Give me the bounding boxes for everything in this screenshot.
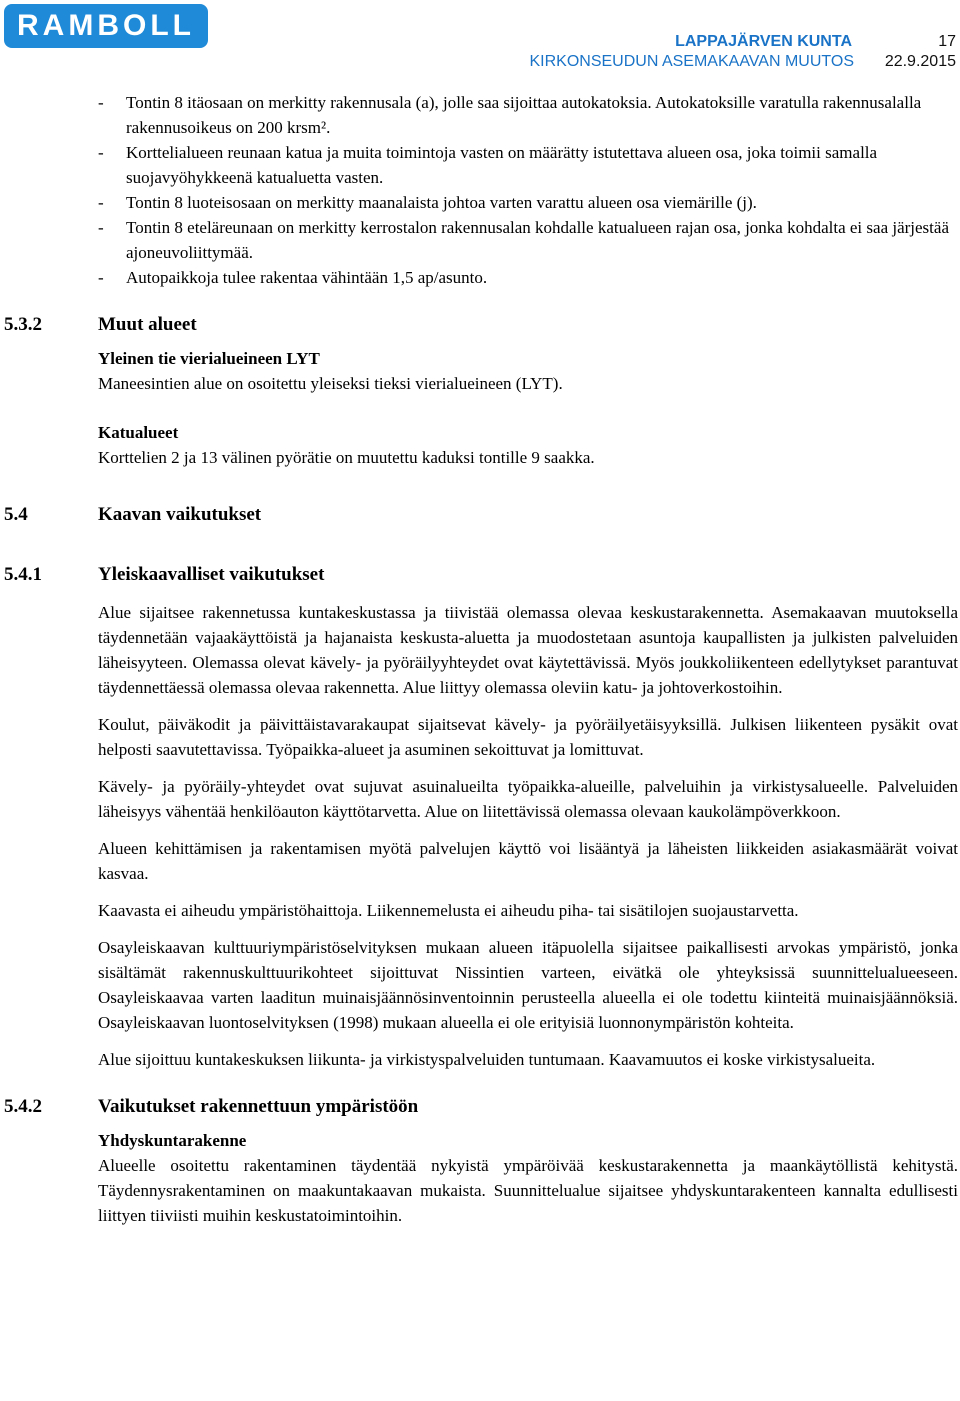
doc-date: 22.9.2015 xyxy=(884,53,956,70)
list-item: - Tontin 8 luoteisosaan on merkitty maanalaista johtoa varten varattu alueen osa viemärille (j). xyxy=(98,190,958,215)
list-item: - Tontin 8 eteläreunaan on merkitty kerrostalon rakennusalan kohdalle katualueen rajan osa, jonka kohdalta ei saa järjestää ajoneuvoliittymää. xyxy=(98,215,958,265)
paragraph: Korttelien 2 ja 13 välinen pyörätie on muutettu kaduksi tontille 9 saakka. xyxy=(98,448,595,467)
paragraph: Alueen kehittämisen ja rakentamisen myötä palvelujen käyttö voi lisääntyä ja läheisten liikkeiden asiakasmäärät voivat kasvaa. xyxy=(98,839,958,883)
paragraph: Maneesintien alue on osoitettu yleiseksi tieksi vierialueineen (LYT). xyxy=(98,374,563,393)
page-header xyxy=(529,32,956,72)
section-title: Yleiskaavalliset vaikutukset xyxy=(98,564,325,585)
paragraph: Alue sijoittuu kuntakeskuksen liikunta- ja virkistyspalveluiden tuntumaan. Kaavamuutos ei koske virkistysalueita. xyxy=(98,1050,876,1069)
list-item: - Autopaikkoja tulee rakentaa vähintään 1,5 ap/asunto. xyxy=(98,265,958,290)
paragraph: Koulut, päiväkodit ja päivittäistavarakaupat sijaitsevat kävely- ja pyöräilyetäisyyksillä. Julkisen liikenteen pysäkit ovat helposti saavutettavissa. Työpaikka-alueet ja asuminen sekoittuvat ja lomittuvat. xyxy=(98,715,958,759)
ramboll-logo: RAMBOLL xyxy=(4,4,208,48)
section-number: 5.4.2 xyxy=(4,1096,42,1117)
section-title: Muut alueet xyxy=(98,314,197,335)
section-heading-5-4-2 xyxy=(4,1094,958,1120)
paragraph: Osayleiskaavan kulttuuriympäristöselvityksen mukaan alueen itäpuolella sijaitsee paikallisesti arvokas ympäristö, jonka sisältämät rakennuskulttuurikohteet sijoittuvat Nissintien varteen, eivätkä ole yhteyksissä suunnittelualueeseen. Osayleiskaavaa varten laaditun muinaisjäännösinventoinnin perusteella alueella ei ole todettu kiinteitä muinaisjäännöksiä. Osayleiskaavan luontoselvityksen (1998) mukaan alueella ei ole erityisiä luonnonympäristön kohteita. xyxy=(98,938,958,1032)
section-title: Kaavan vaikutukset xyxy=(98,504,262,525)
list-item: - Korttelialueen reunaan katua ja muita toimintoja vasten on määrätty istutettava alueen osa, joka toimii samalla suojavyöhykkeenä katualuetta vasten. xyxy=(98,140,958,190)
section-heading-5-3-2 xyxy=(4,312,958,338)
document-body xyxy=(4,90,958,1228)
paragraph: Alue sijaitsee rakennetussa kuntakeskustassa ja tiivistää olemassa olevaa keskustarakennetta. Asemakaavan muutoksella täydennetään vajaakäyttöistä ja hajanaista keskusta-aluetta ja muodostetaan asuntoja kaupallisten ja julkisten palveluiden läheisyyteen. Olemassa olevat kävely- ja pyöräilyyhteydet ovat käytettävissä. Myös joukkoliikenteen edellytykset parantuvat täydennettäessä olemassa olevaa rakennetta. Alue liittyy olemassa oleviin katu- ja johtoverkostoihin. xyxy=(98,603,958,697)
list-item: - Tontin 8 itäosaan on merkitty rakennusala (a), jolle saa sijoittaa autokatoksia. Autokatoksille varatulla rakennusalalla rakennusoikeus on 200 krsm². xyxy=(98,90,958,140)
subheading-katualueet: Katualueet xyxy=(98,423,179,442)
subheading-lyt: Yleinen tie vierialueineen LYT xyxy=(98,349,320,368)
bullet-list xyxy=(98,90,958,290)
section-heading-5-4 xyxy=(4,502,958,528)
subheading-yhdyskuntarakenne: Yhdyskuntarakenne xyxy=(98,1131,247,1150)
section-number: 5.3.2 xyxy=(4,314,42,335)
section-number: 5.4 xyxy=(4,504,28,525)
paragraph: Kävely- ja pyöräily-yhteydet ovat sujuvat asuinalueilta työpaikka-alueille, palveluihin ja virkistysalueelle. Palveluiden läheisyys vähentää henkilöauton käyttötarvetta. Alue on liitettävissä olemassa olevaan kaukolämpöverkkoon. xyxy=(98,777,958,821)
page-number: 17 xyxy=(938,33,956,50)
section-number: 5.4.1 xyxy=(4,564,42,585)
section-title: Vaikutukset rakennettuun ympäristöön xyxy=(98,1096,419,1117)
paragraph: Alueelle osoitettu rakentaminen täydentää nykyistä ympäröivää keskustarakennetta ja maankäytöllistä kehitystä. Täydennysrakentaminen on maakuntakaavan mukaista. Suunnittelualue sijaitsee yhdyskuntarakenteen kannalta edullisesti liittyen tiiviisti muihin keskustatoimintoihin. xyxy=(98,1156,958,1225)
paragraph: Kaavasta ei aiheudu ympäristöhaittoja. Liikennemelusta ei aiheudu piha- tai sisätilojen suojaustarvetta. xyxy=(98,901,799,920)
section-heading-5-4-1 xyxy=(4,562,958,588)
project-name: KIRKONSEUDUN ASEMAKAAVAN MUUTOS xyxy=(529,53,854,70)
org-name: LAPPAJÄRVEN KUNTA xyxy=(675,33,852,50)
